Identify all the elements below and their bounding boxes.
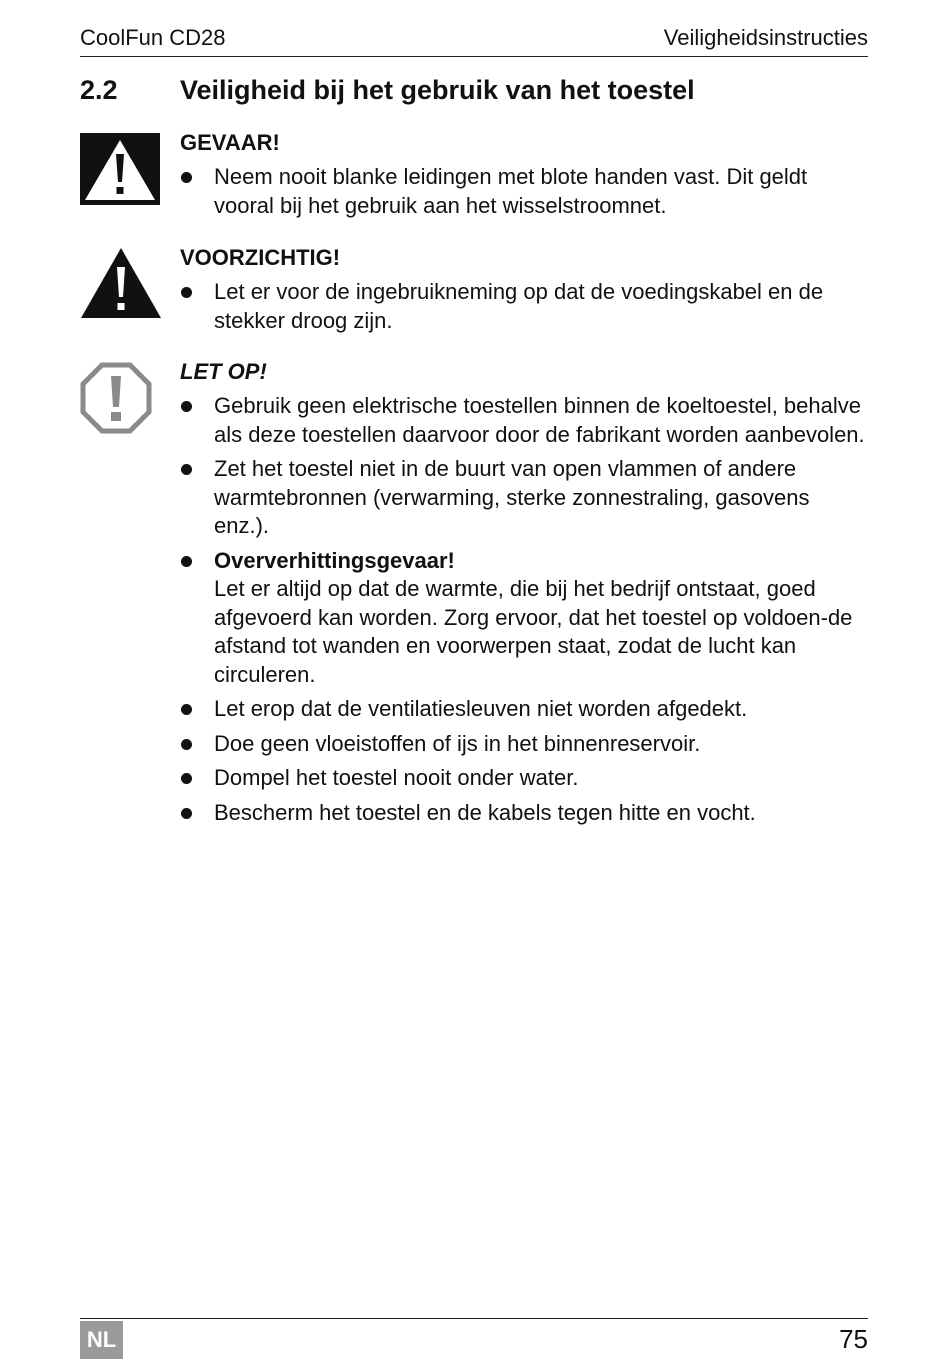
notice-octagon-icon [80,362,152,434]
list-item: Zet het toestel niet in de buurt van open vlammen of andere warmtebronnen (verwarming, sterke zonnestraling, gasovens enz.). [180,455,868,541]
caution-label: VOORZICHTIG! [180,245,341,270]
chapter-title: Veiligheidsinstructies [663,25,868,50]
footer-divider [80,1318,868,1319]
list-item: Bescherm het toestel en de kabels tegen hitte en vocht. [180,799,868,828]
list-item: Gebruik geen elektrische toestellen binnen de koeltoestel, behalve als deze toestellen daarvoor door de fabrikant worden aanbevolen. [180,392,868,449]
page-header [80,22,868,57]
caution-list [180,278,868,335]
list-item: Neem nooit blanke leidingen met blote handen vast. Dit geldt vooral bij het gebruik aan het wisselstroomnet. [180,163,868,220]
list-item: Doe geen vloeistoffen of ijs in het binnenreservoir. [180,730,868,759]
notice-block [180,357,868,833]
section-title: Veiligheid bij het gebruik van het toestel [180,75,695,105]
danger-label: GEVAAR! [180,130,280,155]
overheat-text: Let er altijd op dat de warmte, die bij het bedrijf ontstaat, goed afgevoerd kan worden. Zorg ervoor, dat het toestel op voldoen-de afstand tot wanden en voorwerpen staat, zodat de lucht kan circuleren. [214,576,853,687]
overheat-title: Oververhittingsgevaar! [214,547,455,573]
caution-block [180,243,868,341]
list-item: Dompel het toestel nooit onder water. [180,764,868,793]
section-heading [80,70,695,110]
danger-warning-icon [80,133,160,205]
language-badge: NL [80,1321,123,1359]
notice-list [180,392,868,827]
list-item: Let erop dat de ventilatiesleuven niet worden afgedekt. [180,695,868,724]
product-name: CoolFun CD28 [80,25,226,50]
danger-list [180,163,868,220]
list-item: Let er voor de ingebruikneming op dat de voedingskabel en de stekker droog zijn. [180,278,868,335]
list-item-overheat [180,547,868,690]
page-number: 75 [839,1324,868,1354]
caution-triangle-icon [80,247,162,319]
danger-block [180,128,868,226]
notice-label: LET OP! [180,359,267,384]
section-number: 2.2 [80,75,118,105]
